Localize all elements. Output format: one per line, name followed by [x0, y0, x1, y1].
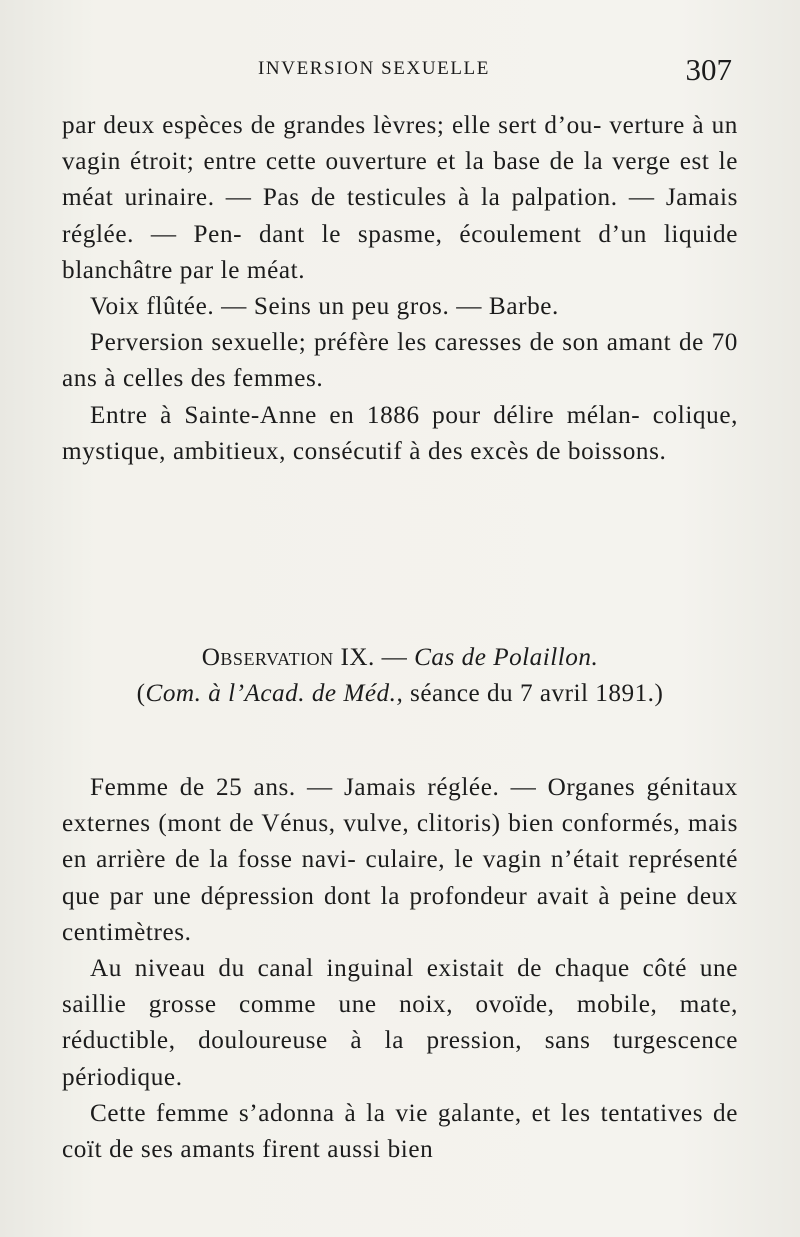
paragraph-voice: Voix flûtée. — Seins un peu gros. — Barbe.: [90, 293, 559, 321]
bottom-text-block: [62, 770, 738, 1168]
citation-date: séance du 7 avril 1891.): [403, 680, 664, 707]
paragraph-case-description: Femme de 25 ans. — Jamais réglée. — Organes génitaux externes (mont de Vénus, vulve, clitoris) bien conformés, mais en arrière de la fosse navi- culaire, le vagin n’était représenté que par une dépression dont la profondeur avait à peine deux centimètres.: [62, 774, 738, 946]
observation-citation-line: [62, 676, 738, 712]
citation-source: Com. à l’Acad. de Méd.,: [145, 680, 404, 707]
paragraph-history: Cette femme s’adonna à la vie galante, et les tentatives de coït de ses amants firent aussi bien: [62, 1099, 738, 1164]
page-header: [258, 52, 738, 98]
observation-label: Observation IX.: [201, 644, 375, 671]
citation-open: (: [136, 680, 146, 707]
paragraph-inguinal: Au niveau du canal inguinal existait de chaque côté une saillie grosse comme une noix, ovoïde, mobile, mate, réductible, douloureuse à la pression, sans turgescence périodique.: [62, 955, 738, 1091]
top-text-block: [62, 108, 738, 470]
paragraph-perversion: Perversion sexuelle; préfère les caresses de son amant de 70 ans à celles des femmes.: [62, 329, 738, 393]
running-title: INVERSION SEXUELLE: [258, 58, 490, 79]
observation-title: Cas de Polaillon.: [414, 644, 599, 671]
paragraph-continued: par deux espèces de grandes lèvres; elle sert d’ou- verture à un vagin étroit; entre cette ouverture et la base de la verge est le méat urinaire. — Pas de testicules à la palpation. — Jamais réglée. — Pen- dant le spasme, écoulement d’un liquide blanchâtre par le méat.: [62, 112, 738, 284]
observation-separator: —: [374, 644, 415, 671]
page-number: 307: [685, 52, 732, 87]
observation-title-line: [62, 640, 738, 676]
paragraph-admission: Entre à Sainte-Anne en 1886 pour délire mélan- colique, mystique, ambitieux, consécutif à des excès de boissons.: [62, 401, 738, 465]
observation-heading: [62, 640, 738, 712]
